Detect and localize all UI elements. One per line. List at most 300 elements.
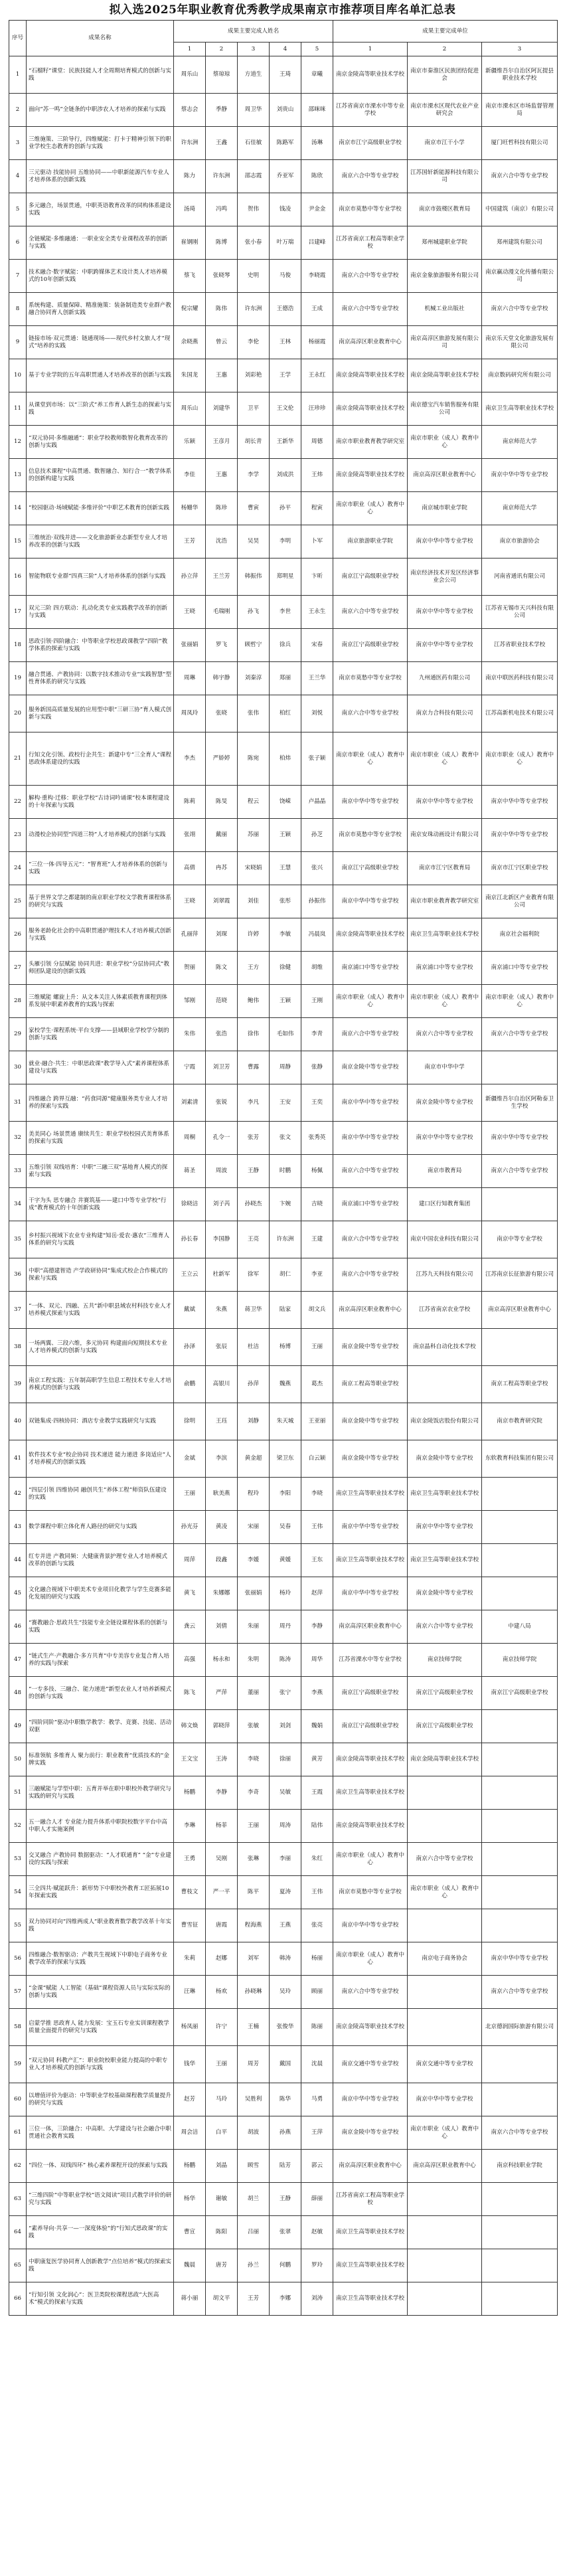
row-person: 孙芝	[301, 819, 333, 852]
row-person: 张丽娟	[174, 629, 206, 662]
row-person: 许东洲	[238, 293, 270, 326]
row-unit: 南京六合中等专业学校	[333, 596, 408, 629]
row-person: 曹露	[238, 1051, 270, 1084]
row-unit: 江苏省溧水中等专业学校	[333, 1644, 408, 1677]
row-unit: 南京中华中等专业学校	[408, 629, 482, 662]
row-person: 许东洲	[174, 127, 206, 160]
row-unit: 南京技师学院	[408, 1644, 482, 1677]
row-seq: 32	[9, 1122, 27, 1155]
row-unit	[408, 1976, 482, 2009]
row-person: 何鹏	[270, 2249, 301, 2282]
row-person: 李明	[270, 525, 301, 558]
row-achievement-name: 双元三阶 四方联动：扎动化类专业实践教学改革的创新与实践	[27, 596, 174, 629]
row-person: 王亚丽	[301, 1403, 333, 1440]
row-achievement-name: 五维引领 双线培育：中职“三融三双”基地育人模式的探索与实践	[27, 1155, 174, 1188]
row-person: 杨凤丽	[174, 2009, 206, 2046]
row-person: 王涛	[206, 1743, 238, 1776]
row-person: 王丽	[174, 1478, 206, 1511]
row-person: 唐霞	[206, 1909, 238, 1942]
row-seq: 63	[9, 2183, 27, 2216]
row-person: 王安	[270, 1084, 301, 1122]
row-unit: 厦门旺哲科技有限公司	[482, 127, 558, 160]
row-unit: 南京城市职业学院	[408, 492, 482, 525]
row-person: 杨博	[270, 1329, 301, 1366]
row-person: 李晓	[238, 1743, 270, 1776]
table-row	[9, 2116, 558, 2150]
row-person: 唐芳	[206, 2249, 238, 2282]
row-unit: 南京市职业（成人）教育中心	[333, 732, 408, 786]
row-achievement-name: “金课”赋能 人工智能（基础”课程资源人员与实际实际的创新与实践	[27, 1976, 174, 2009]
row-unit: 南京六合中等专业学校	[482, 1018, 558, 1051]
row-seq: 28	[9, 985, 27, 1018]
row-person: 王萍	[301, 2116, 333, 2150]
row-person: 王德浩	[270, 293, 301, 326]
row-person: 许宁	[206, 2009, 238, 2046]
row-unit	[482, 2183, 558, 2216]
row-person: 王晓	[174, 596, 206, 629]
row-person: 孙泽	[174, 1329, 206, 1366]
row-seq: 10	[9, 359, 27, 392]
row-person: 时鹏	[270, 1155, 301, 1188]
row-person: 余晓燕	[174, 326, 206, 359]
row-person: 王文宝	[174, 1743, 206, 1776]
row-person: 曹寅	[238, 492, 270, 525]
row-person: 王晓	[174, 885, 206, 918]
row-person: 周华	[301, 1644, 333, 1677]
row-unit	[482, 2046, 558, 2083]
row-person: 刘涛	[301, 2282, 333, 2316]
row-achievement-name: 乡村振兴视域下农业专业构建“知岳·爱农·惠农”三维育人体系的研究与实践	[27, 1221, 174, 1258]
row-unit: 南京市秦淮区民族团结促进会	[408, 56, 482, 94]
row-unit: 南京中华中等专业学校	[408, 2083, 482, 2116]
row-person: 罗飞	[206, 629, 238, 662]
table-row	[9, 1644, 558, 1677]
row-seq: 60	[9, 2083, 27, 2116]
row-person: 张秀英	[301, 1122, 333, 1155]
row-unit: 南京市江干小学	[408, 127, 482, 160]
row-person: 陈力	[174, 160, 206, 193]
row-seq: 61	[9, 2116, 27, 2150]
row-achievement-name: 信息技术课程“中高贯通、数智融合、知行合一”教学体系的创新构建与实践	[27, 459, 174, 492]
row-seq: 65	[9, 2249, 27, 2282]
row-person: 杨丽霞	[301, 326, 333, 359]
row-achievement-name: “三维四阶”中等职业学校“语文阅读”项目式教学评价的研究与实践	[27, 2183, 174, 2216]
row-person: 韩涛	[270, 1942, 301, 1976]
row-person: 王彦月	[206, 426, 238, 459]
row-person: 李晓霞	[301, 260, 333, 293]
row-person: 郭晓萍	[206, 1710, 238, 1743]
row-person: 王永红	[301, 359, 333, 392]
row-person: 刘卫芳	[206, 1051, 238, 1084]
row-seq: 4	[9, 160, 27, 193]
row-person: 陈路军	[270, 127, 301, 160]
row-achievement-name: 四维融合·数智驱动：产教共生视域下中职电子商务专业教学改革的探索与实践	[27, 1942, 174, 1976]
row-seq: 50	[9, 1743, 27, 1776]
row-unit	[482, 2083, 558, 2116]
row-person: 谢敏	[206, 2183, 238, 2216]
row-person: 王奕	[301, 1084, 333, 1122]
row-achievement-name: “双元协同·多维融通”：职业学校教师数智化教育改革的创新与实践	[27, 426, 174, 459]
row-person: 胡仁	[270, 1258, 301, 1292]
row-person: 王伟	[301, 1876, 333, 1909]
row-person: 朱莉	[174, 1942, 206, 1976]
table-row	[9, 1976, 558, 2009]
row-seq: 25	[9, 885, 27, 918]
row-achievement-name: “四阶同阶”驱动中职数学教学：教学、竞赛、技能、活动双驱	[27, 1710, 174, 1743]
row-seq: 13	[9, 459, 27, 492]
row-unit: 南京高淳区职业教育中心	[482, 1292, 558, 1329]
row-unit: 南京技师学院	[482, 1644, 558, 1677]
row-person: 陈博	[206, 226, 238, 260]
row-person: 孙燕	[270, 2116, 301, 2150]
row-unit: 南京市职业教育教学研究室	[333, 426, 408, 459]
row-unit: 南京中华中等专业学校	[333, 1122, 408, 1155]
row-seq: 20	[9, 695, 27, 732]
row-person: 程玲	[238, 1478, 270, 1511]
row-unit: 南京中国农业科技有限公司	[408, 1221, 482, 1258]
table-row	[9, 160, 558, 193]
row-person: 周会洁	[174, 2116, 206, 2150]
row-seq: 15	[9, 525, 27, 558]
row-person: 徐军	[238, 1258, 270, 1292]
row-unit: 南京市职业（成人）教育中心	[408, 2116, 482, 2150]
row-achievement-name: 就业·融合·共生：中职思政课“教学导入式“素养课程体系建设与实践	[27, 1051, 174, 1084]
row-person: 周芳	[238, 2046, 270, 2083]
row-person: 刘素清	[174, 1084, 206, 1122]
table-row	[9, 1122, 558, 1155]
row-seq: 14	[9, 492, 27, 525]
row-achievement-name: 双力协同对向“四维两成人”职业教育数学教学改革十年实践	[27, 1909, 174, 1942]
row-person: 周桐	[174, 1122, 206, 1155]
row-person: 郑明星	[270, 558, 301, 596]
row-unit: 南京中华中等专业学校	[333, 1084, 408, 1122]
row-person: 李滨	[206, 1440, 238, 1478]
row-person: 柏炜	[270, 732, 301, 786]
row-person: 赵敏	[301, 2216, 333, 2249]
row-achievement-name: 三维施策、三阶导行，四维赋能：打卡于精神引领下的职业学校生态教育的创新与实践	[27, 127, 174, 160]
row-person: 毛如伟	[270, 1018, 301, 1051]
row-person: 乔亚军	[270, 160, 301, 193]
row-unit: 南京市职业（成人）教育中心	[482, 732, 558, 786]
row-unit: 南京高淳区职业教育中心	[333, 1610, 408, 1644]
row-person: 卞昕	[301, 558, 333, 596]
row-person: 王静	[270, 2183, 301, 2216]
row-unit: 南京市职业（成人）教育中心	[408, 985, 482, 1018]
row-seq: 11	[9, 392, 27, 426]
row-unit: 南京中华中等专业学校	[333, 885, 408, 918]
row-unit: 南京中华中等专业学校	[333, 2083, 408, 2116]
row-seq: 35	[9, 1221, 27, 1258]
row-person: 王伟	[301, 1511, 333, 1544]
row-unit: 南京六合中等专业学校	[408, 1610, 482, 1644]
row-unit: 南京师范大学	[482, 492, 558, 525]
table-row	[9, 2046, 558, 2083]
row-unit: 南京六合中等专业学校	[333, 695, 408, 732]
row-person: 王珏	[206, 1403, 238, 1440]
row-person: 卢晶晶	[301, 786, 333, 819]
row-person: 张静	[301, 1051, 333, 1084]
row-person: 马勇	[301, 2083, 333, 2116]
row-person: 周德	[301, 426, 333, 459]
table-row	[9, 2150, 558, 2183]
row-unit: 建口区行知教育集团	[408, 1188, 482, 1221]
row-unit: 江苏省南京市溧水中等专业学校	[333, 94, 408, 127]
row-unit: 郑州建筑有限公司	[482, 226, 558, 260]
row-person: 杨姗华	[174, 492, 206, 525]
row-unit: 南京市教育研究院	[482, 1403, 558, 1440]
row-person: 钱凌	[270, 193, 301, 226]
row-person: 戴丽	[206, 819, 238, 852]
row-person: 李静	[301, 1610, 333, 1644]
row-unit: 南京德宝汽车销售服务有限公司	[408, 392, 482, 426]
row-person: 王兰芳	[206, 558, 238, 596]
header-unit-col: 3	[482, 43, 558, 56]
row-person: 吴玲	[270, 1976, 301, 2009]
row-unit: 南京江宁高级职业学校	[408, 1710, 482, 1743]
row-person: 刘悦	[301, 695, 333, 732]
row-person: 王芳	[238, 2282, 270, 2316]
row-unit: 南京卫生高等职业技术学校	[333, 2249, 408, 2282]
table-row	[9, 1084, 558, 1122]
table-row	[9, 426, 558, 459]
row-person: 黄飞	[174, 1577, 206, 1610]
row-person: 卫平	[238, 392, 270, 426]
row-unit	[482, 1544, 558, 1577]
row-achievement-name: 三维统治·双线并进——文化旅游新业态新型专业人才培养改革的创新与实践	[27, 525, 174, 558]
row-achievement-name: 服务老龄化社会的中高职贯通护理技术人才培养模式创新与实践	[27, 918, 174, 952]
row-achievement-name: 双链集成·四核协同：酒店专业教学实践研究与实践	[27, 1403, 174, 1440]
row-person: 顾哲宁	[238, 629, 270, 662]
row-unit: 南京六合中等专业学校	[333, 260, 408, 293]
row-person: 胡长青	[238, 426, 270, 459]
row-person: 陈飞	[174, 1677, 206, 1710]
row-unit: 北京德润国际旅游有限公司	[482, 2009, 558, 2046]
row-person: 王惠	[206, 459, 238, 492]
row-person: 韩振伟	[238, 558, 270, 596]
row-unit: 南京市旅游协会	[482, 525, 558, 558]
row-achievement-name: “一专多技、三融合、能力递进”新型农业人才培养新模式的创新与实践	[27, 1677, 174, 1710]
row-person: 蔡琼琼	[206, 56, 238, 94]
row-unit: 南京高淳区职业教育中心	[333, 326, 408, 359]
table-row	[9, 695, 558, 732]
row-person: 张晓	[206, 695, 238, 732]
row-person: 曾云	[206, 326, 238, 359]
row-person: 王慧	[270, 852, 301, 885]
row-person: 王勇	[174, 1843, 206, 1876]
row-seq: 47	[9, 1644, 27, 1677]
table-row	[9, 525, 558, 558]
row-unit: 南京江宁高级职业学校	[333, 558, 408, 596]
table-row	[9, 359, 558, 392]
row-achievement-name: 基于专业学院的五年高职贯通人才培养改革的创新与实践	[27, 359, 174, 392]
table-row	[9, 127, 558, 160]
header-person-col: 5	[301, 43, 333, 56]
row-person: 杨欢	[206, 1976, 238, 2009]
row-person: 李静	[206, 1776, 238, 1810]
row-seq: 8	[9, 293, 27, 326]
row-person: 胡波	[238, 2116, 270, 2150]
row-unit: 南京江北新区产业教育有限公司	[482, 885, 558, 918]
header-row	[9, 21, 558, 43]
row-unit	[482, 1909, 558, 1942]
row-achievement-name: 家校学生·课程系统·平台支撑——县域职业学校学分制的创新与实践	[27, 1018, 174, 1051]
row-unit: 南京中华中等专业学校	[482, 459, 558, 492]
row-person: 王丽	[238, 1810, 270, 1843]
table-row	[9, 1155, 558, 1188]
row-unit: 南京卫生高等职业技术学校	[482, 392, 558, 426]
row-person: 周凤玲	[174, 695, 206, 732]
row-person: 韩文焕	[174, 1710, 206, 1743]
row-achievement-name: 红专并进 产教同频：大健康背景护理专业人才培养模式改革的创新与实践	[27, 1544, 174, 1577]
row-person: 陈欣	[301, 160, 333, 193]
row-unit: 南京市莫愁中等专业学校	[333, 1876, 408, 1909]
row-unit: 南京市莫愁中等专业学校	[333, 193, 408, 226]
row-person: 张翠	[270, 2216, 301, 2249]
row-unit: 南京社会福利院	[482, 918, 558, 952]
table-row	[9, 1776, 558, 1810]
row-person: 王霞	[301, 1776, 333, 1810]
row-unit: 南京金陵高等职业技术学校	[333, 1743, 408, 1776]
row-achievement-name: 软件技术专业“校企协同 技术递进 能力递进 多岗适应”人才培养模式的创新实践	[27, 1440, 174, 1478]
row-unit	[482, 1511, 558, 1544]
row-unit: 南京金象旅游服务有限公司	[408, 260, 482, 293]
row-person: 贺丽	[174, 952, 206, 985]
row-unit: 南京金陵中等专业学校	[333, 1329, 408, 1366]
table-row	[9, 918, 558, 952]
row-unit: 南京电子商务协会	[408, 1942, 482, 1976]
page-title: 拟入选2025年职业教育优秀教学成果南京市推荐项目库名单汇总表	[109, 3, 456, 17]
row-person: 杨华	[174, 2183, 206, 2216]
row-person: 邵志霞	[238, 160, 270, 193]
row-seq: 3	[9, 127, 27, 160]
row-achievement-name: “四位一体、双线四环” 核心素养课程开设的探索与实践	[27, 2150, 174, 2183]
row-achievement-name: 一场两翼、三段六维，多元协同 构建面向短期技术专业人才培养模式的创新与实践	[27, 1329, 174, 1366]
row-person: 汤琦	[174, 193, 206, 226]
row-person: 刘静	[238, 1403, 270, 1440]
row-person: 李凡	[238, 1084, 270, 1122]
row-person: 李媛	[238, 1544, 270, 1577]
row-unit	[408, 2183, 482, 2216]
row-person: 王丽	[206, 2046, 238, 2083]
row-seq: 16	[9, 558, 27, 596]
row-person: 王刚	[301, 985, 333, 1018]
row-person: 顾雪	[238, 2150, 270, 2183]
row-unit	[408, 1776, 482, 1810]
row-unit: 江苏九天科技有限公司	[408, 1258, 482, 1292]
row-person: 马玲	[206, 2083, 238, 2116]
row-person: 曹宣	[174, 2216, 206, 2249]
row-unit: 南京六合中等专业学校	[333, 160, 408, 193]
row-unit: 南京市职业（成人）教育中心	[333, 492, 408, 525]
row-person: 王建	[301, 1221, 333, 1258]
row-person: 胡兰	[238, 2183, 270, 2216]
row-person: 周乐山	[174, 56, 206, 94]
row-seq: 2	[9, 94, 27, 127]
table-row	[9, 1051, 558, 1084]
row-unit: 南京六合中等专业学校	[333, 1221, 408, 1258]
row-person: 陈涛	[270, 1644, 301, 1677]
row-person: 梁卫东	[270, 1440, 301, 1478]
row-achievement-name: “一体、双元、四融、五共”新中职县域农村科技专业人才培养模式探索与实践	[27, 1292, 174, 1329]
row-person: 刘琛	[206, 918, 238, 952]
row-person: 王成	[301, 293, 333, 326]
row-unit: 南京市职业（成人）教育中心	[408, 732, 482, 786]
table-row	[9, 1258, 558, 1292]
row-unit: 南京六合中等专业学校	[333, 1258, 408, 1292]
row-achievement-name: 南京工程实践：五年制高职学生信息工程技术专业人才培养模式的创新与实践	[27, 1366, 174, 1403]
row-unit: 南京晶科自动化技术学校	[408, 1329, 482, 1366]
row-seq: 1	[9, 56, 27, 94]
row-unit: 南京卫生高等职业技术学校	[333, 1544, 408, 1577]
row-person: 陈旻	[206, 786, 238, 819]
row-person: 赵芳	[174, 2083, 206, 2116]
row-person: 李奇	[238, 1776, 270, 1810]
row-person: 刘建华	[206, 392, 238, 426]
row-person: 邹刚	[174, 985, 206, 1018]
row-unit: 南京江宁高级职业学校	[333, 852, 408, 885]
row-person: 程寅	[301, 492, 333, 525]
row-unit: 南京金陵中等专业学校	[333, 1403, 408, 1440]
row-seq: 21	[9, 732, 27, 786]
row-person: 李青	[301, 1018, 333, 1051]
row-unit: 南京江宁高级职业学校	[482, 1677, 558, 1710]
table-row	[9, 56, 558, 94]
row-achievement-name: 五一融合人才 专业能力提升体系中职院校数字平台中高中职人才实施案例	[27, 1810, 174, 1843]
row-achievement-name: 融合贯通、产教协同：以数字技术推动专业“实践智慧”型性育体系的研究与实践	[27, 662, 174, 695]
row-person: 贺伟	[238, 193, 270, 226]
row-person: 王静	[238, 1155, 270, 1188]
row-person: 王颖	[270, 985, 301, 1018]
row-person: 吴昊	[238, 525, 270, 558]
row-person: 顾丽	[301, 1976, 333, 2009]
row-unit: 江苏省南京农业学校	[408, 1292, 482, 1329]
row-person: 高倩	[174, 852, 206, 885]
row-unit: 南京六合中等专业学校	[408, 1843, 482, 1876]
row-seq: 12	[9, 426, 27, 459]
row-unit: 南京卫生高等职业技术学校	[333, 2216, 408, 2249]
row-unit	[408, 2216, 482, 2249]
row-person: 崔钢刚	[174, 226, 206, 260]
table-row	[9, 1018, 558, 1051]
row-unit: 南京高淳区职业教育中心	[408, 2150, 482, 2183]
table-row	[9, 1743, 558, 1776]
row-person: 张翊	[174, 819, 206, 852]
table-row	[9, 629, 558, 662]
row-person: 柏红	[270, 695, 301, 732]
row-person: 宁霞	[174, 1051, 206, 1084]
table-row	[9, 193, 558, 226]
row-unit: 江苏省无锡市天兴科技有限公司	[482, 596, 558, 629]
row-unit: 南京市职业（成人）教育中心	[333, 1942, 408, 1976]
row-person: 刘翠霞	[206, 885, 238, 918]
row-unit: 南京金陵饭店股份有限公司	[408, 1403, 482, 1440]
row-person: 徐伟	[238, 1018, 270, 1051]
row-person: 周琳	[174, 662, 206, 695]
row-person: 张丽娟	[238, 1577, 270, 1610]
row-person: 吴胜利	[238, 2083, 270, 2116]
row-person: 耿美燕	[206, 1478, 238, 1511]
row-unit: 九州通医药有限公司	[408, 662, 482, 695]
row-person: 王芳	[174, 525, 206, 558]
row-person: 沈浩	[206, 525, 238, 558]
row-person: 王惠	[206, 359, 238, 392]
row-person: 孙光芬	[174, 1511, 206, 1544]
row-person: 张锐	[206, 1084, 238, 1122]
table-row	[9, 459, 558, 492]
row-person: 魏娟	[301, 1710, 333, 1743]
row-person: 陈宛	[238, 732, 270, 786]
row-person: 魏晨	[174, 2249, 206, 2282]
